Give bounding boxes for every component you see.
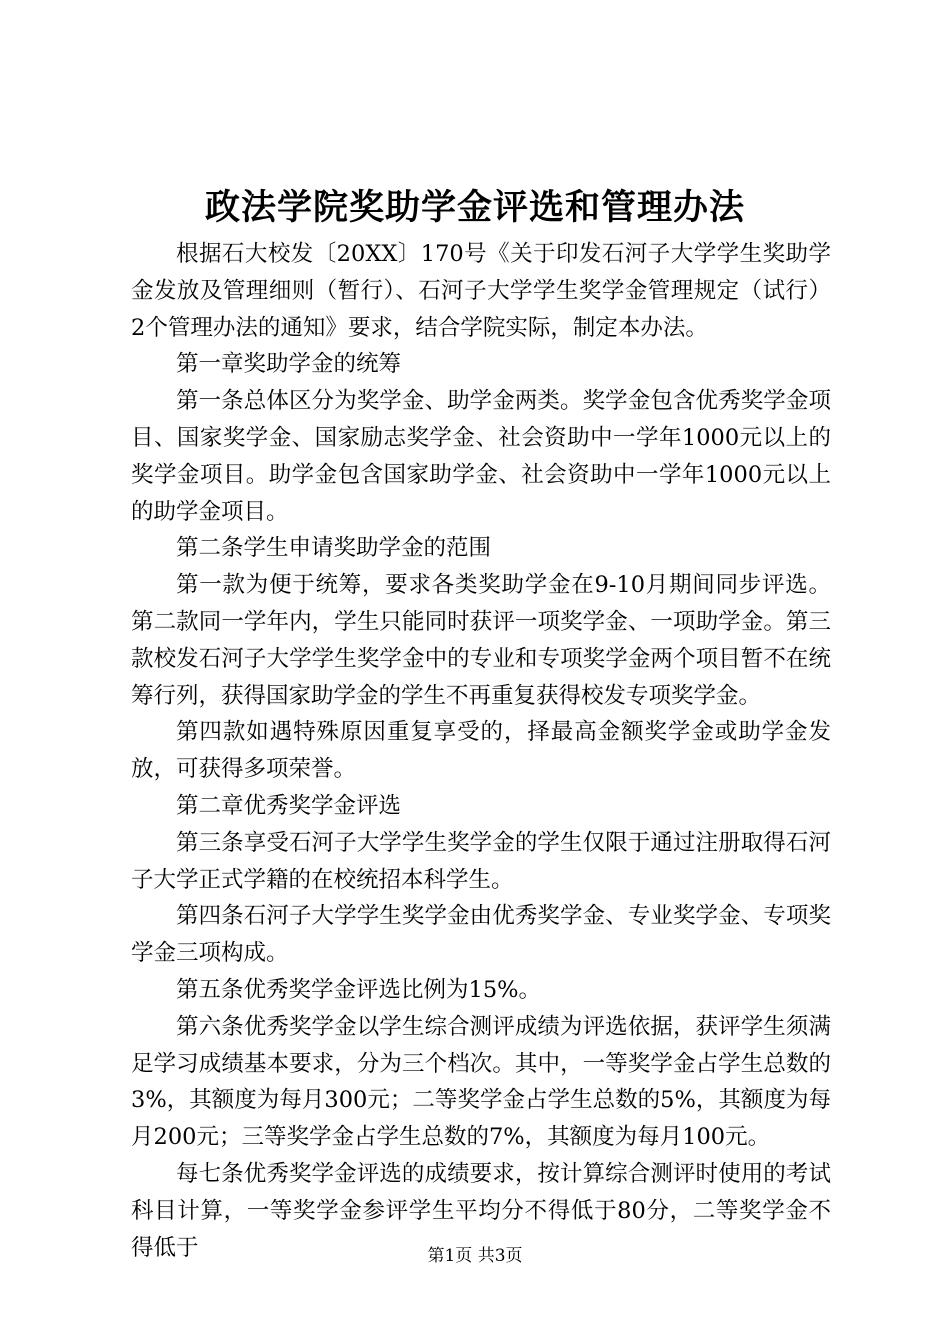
chapter-heading: 第二章优秀奖学金评选 — [176, 792, 402, 819]
chapter-heading: 第一章奖助学金的统筹 — [176, 351, 402, 378]
paragraph: 第五条优秀奖学金评选比例为15%。 — [176, 976, 542, 1003]
paragraph: 第三条享受石河子大学学生奖学金的学生仅限于通过注册取得石河子大学正式学籍的在校统招本科学生。 — [131, 829, 831, 893]
paragraph: 第一款为便于统筹，要求各类奖助学金在9-10月期间同步评选。第二款同一学年内，学生只能同时获评一项奖学金、一项助学金。第三款校发石河子大学学生奖学金中的专业和专项奖学金两个项目暂不在统筹行列，获得国家助学金的学生不再重复获得校发专项奖学金。 — [131, 572, 831, 709]
paragraph: 每七条优秀奖学金评选的成绩要求，按计算综合测评时使用的考试科目计算，一等奖学金参评学生平均分不得低于80分，二等奖学金不得低于 — [131, 1160, 831, 1261]
document-title: 政法学院奖助学金评选和管理办法 — [204, 187, 745, 228]
paragraph: 第六条优秀奖学金以学生综合测评成绩为评选依据，获评学生须满足学习成绩基本要求，分为三个档次。其中，一等奖学金占学生总数的3%，其额度为每月300元；二等奖学金占学生总数的5%，其额度为每月200元；三等奖学金占学生总数的7%，其额度为每月100元。 — [131, 1013, 831, 1151]
paragraph: 第四条石河子大学学生奖学金由优秀奖学金、专业奖学金、专项奖学金三项构成。 — [131, 903, 831, 967]
paragraph: 第四款如遇特殊原因重复享受的，择最高金额奖学金或助学金发放，可获得多项荣誉。 — [131, 719, 831, 783]
page-footer: 第1页 共3页 — [427, 1246, 523, 1266]
paragraph: 根据石大校发〔20XX〕170号《关于印发石河子大学学生奖助学金发放及管理细则（暂行）、石河子大学学生奖学金管理规定（试行）2个管理办法的通知》要求，结合学院实际，制定本办法。 — [131, 241, 831, 341]
paragraph: 第一条总体区分为奖学金、助学金两类。奖学金包含优秀奖学金项目、国家奖学金、国家励志奖学金、社会资助中一学年1000元以上的奖学金项目。助学金包含国家助学金、社会资助中一学年1000元以上的助学金项目。 — [131, 388, 831, 525]
article-heading: 第二条学生申请奖助学金的范围 — [176, 535, 492, 562]
document-body — [131, 236, 831, 1266]
